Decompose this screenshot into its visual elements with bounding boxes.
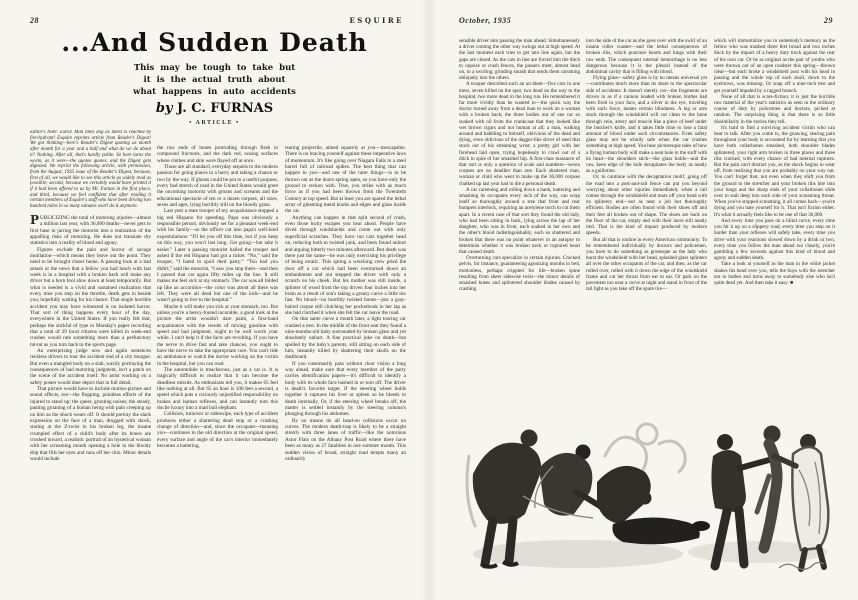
article-paragraph: A trooper described such an accident—five cars in one mess, seven killed on the spot, two dead on the way to the hospital, two more dead in the long run. He remembered it far more vividly than he wanted to—the quick way the doctor turned away from a dead man to work on a woman with a broken back; the three bodies out of one car so soaked with oil from the crankcase that they looked like wet brown cigars and not human at all; a man, walking around and babbling to himself, oblivious of the dead and dying, even oblivious of the dagger-like sliver of steel that stuck out of his streaming wrist; a pretty girl with her forehead laid open, trying hopelessly to crawl out of a ditch in spite of her smashed hip. A first-class massacre of that sort is only a question of scale and numbers—seven corpses are no deadlier than one. Each shattered man, woman or child who went to make up the 36,000 corpses chalked up last year had to die a personal death. bbox=[459, 81, 580, 187]
right-text-column-3 bbox=[714, 38, 835, 394]
article-paragraph: tearing projectile, aimed squarely at you—inescapable. There is no bracing yourself against these imperative laws of momentum. It's like going over Niagara Falls in a steel barrel full of railroad spikes. The best thing that can happen to you—and one of the rarer things—is to be thrown out as the doors spring open, so you have only the ground to reckon with. True, you strike with as much force as if you had been thrown from the Twentieth Century at top speed. But at least you are spared the lethal array of gleaming metal knobs and edges and glass inside the car. bbox=[285, 145, 406, 215]
editors-note: Editor's Note: Extra! Man bites dog as latest is reached by fire-hydrant! Esquire reprints article from Reader's Digest! We got thinking—here's Reader's Digest quoting us month after month for a year and a half and what do we do about it? Nothing. After all, that's hardly polite. So here turns the worm, as it were—the quotee quotes, and the Digest gets digested. We reprint the following article, with permission, from the August, 1935 issue of the Reader's Digest, because, first of all, we would like to see this article as widely read as possible; second, because we certainly would have printed it if it had been offered to us by Mr. Furnas in the first place, and third, because we feel confident that after reading it certain members of Esquire's staff who have been driving two hundred miles in so many minutes won't do it anymore. bbox=[30, 130, 151, 210]
right-page-header bbox=[459, 16, 833, 25]
prone-victim-figure bbox=[612, 517, 699, 544]
drop-cap: P bbox=[30, 212, 40, 227]
article-paragraph: By no means do all head-on collisions occur on curves. The modern death-trap is likely to be a straight stretch with three lanes of traffic—like the notorious Astor Flats on the Albany Post Road where there have been as many as 27 fatalities in one summer month. This sudden vision of broad, straight road tempts many an ordinarily bbox=[285, 417, 406, 462]
issue-date: October, 1935 bbox=[459, 16, 512, 25]
subtitle-line-3: what happens in auto accidents bbox=[133, 87, 296, 97]
magazine-name: ESQUIRE bbox=[349, 16, 404, 25]
article-tag: • ARTICLE • bbox=[189, 120, 240, 126]
article-paragraph: On that same curve a month later, a light touring car crashed a tree. In the middle of the front seat they found a nine-months-old baby surrounded by broken glass and yet absolutely unhurt. A fine practical joke on death—but spoiled by the baby's parents, still sitting on each side of him, instantly killed by shattering their skulls on the dashboard. bbox=[285, 316, 406, 361]
column-body bbox=[30, 212, 151, 462]
right-page bbox=[429, 0, 858, 600]
left-page-header bbox=[30, 16, 404, 25]
article-title: ...And Sudden Death bbox=[61, 28, 368, 57]
byline-author: J. C. FURNAS bbox=[177, 101, 274, 116]
article-paragraph: An enterprising judge now and again sentences reckless drivers to tour the accident end of a city morgue. But even a mangled body on a slab, waxily portraying the consequences of bad motoring judgment, isn't a patch on the scene of the accident itself. No artist working on a safety poster would dare depict that in full detail. bbox=[30, 348, 151, 386]
article-paragraph: The automobile is treacherous, just as a cat is. It is tragically difficult to realize that it can become the deadliest missile. As enthusiasts tell you, it makes 65 feel like nothing at all. But 65 an hour is 100 feet a second, a speed which puts a viciously unjustified responsibility on brakes and human reflexes, and can instantly turn this docile luxury into a mad bull elephant. bbox=[157, 367, 278, 412]
byline-by: by bbox=[155, 101, 173, 116]
article-paragraph: PUBLICIZING the total of motoring injuries—almost a million last year, with 36,000 deaths—never gets to first base in jarring the motorist into a realization of the appalling risks of motoring. He does not translate dry statistics into a reality of blood and agony. bbox=[30, 212, 151, 247]
article-paragraph: It's hard to find a surviving accident victim who can bear to talk. After you come to, the gnawing, searing pain throughout your body is accounted for by learning that you have both collarbones smashed, both shoulder blades splintered, your right arm broken in three places and three ribs cracked, with every chance of bad internal ruptures. But the pain can't distract you, as the shock begins to wear off, from realizing that you are probably on your way out. You can't forget that, not even when they shift you from the ground to the stretcher and your broken ribs bite into your lungs and the sharp ends of your collarbones slide over to stab deep into each side of your screaming throat. When you've stopped screaming, it all comes back—you're dying and you hate yourself for it. That isn't fiction either. It's what it actually feels like to be one of that 36,000. bbox=[714, 124, 835, 218]
right-text-column-1 bbox=[459, 38, 580, 394]
right-text-column-2 bbox=[586, 38, 707, 394]
article-paragraph: If you customarily pass without clear vision a long way ahead, make sure that every member of the party carries identification papers—it's difficult to identify a body with its whole face bashed in or torn off. The driver is death's favorite target. If the steering wheel holds together it ruptures his liver or spleen so he bleeds to death internally. Or, if the steering wheel breaks off, the matter is settled instantly by the steering column's plunging through his abdomen. bbox=[285, 360, 406, 418]
left-text-column-2 bbox=[157, 145, 278, 565]
accident-scene-illustration bbox=[463, 396, 835, 582]
article-paragraph: A car careening and rolling down a bank, battering and smashing its occupants every inch of the way, can wrap itself so thoroughly around a tree that front and rear bumpers interlock, requiring an acetylene torch to cut them apart. In a recent case of that sort they found the old lady, who had been sitting in back, lying across the lap of her daughter, who was in front, each soaked in her own and the other's blood indistinguishably, each so shattered and broken that there was no point whatever in an autopsy to determine whether it was broken neck or ruptured heart that caused death. bbox=[459, 186, 580, 255]
article-paragraph: Maybe it will make you sick at your stomach, too. But unless you're a heavy-footed incurable, a good look at the picture the artist wouldn't dare paint, a first-hand acquaintance with the results of mixing gasoline with speed and bad judgment, ought to be well worth your while. I can't help it if the facts are revolting. If you have the nerve to drive fast and take chances, you ought to have the nerve to take the appropriate cure. You can't ride an ambulance or watch the doctor working on the victim in the hospital, but you can read. bbox=[157, 303, 278, 367]
article-paragraph: Last year a state trooper of my acquaintance stopped a big red Hispano for speeding. Papa was obviously a responsible person, obviously set for a pleasant week-end with his family—so the officer cut into papa's well-bred expostulations: “I'll let you off this time, but if you keep on this way, you won't last long. Get going—but take it easier.” Later a passing motorist hailed the trooper and asked if the red Hispano had got a ticket. “No,” said the trooper, “I hated to spoil their party.” “Too bad you didn't,” said the motorist, “I saw you stop them—and then I passed that car again fifty miles up the line. It still makes me feel sick at my stomach. The car was all folded up like an accordion—the color was about all there was left. They were all dead but one of the kids—and he wasn't going to live to the hospital.” bbox=[157, 208, 278, 304]
article-paragraph: Those are all standard, everyday sequels to the modern passion for going places in a hurry and taking a chance or two by the way. If ghosts could be put to a useful purpose, every bad stretch of road in the United States would greet the oncoming motorist with groans and screams and the educational spectacle of ten or a dozen corpses, all sizes, sexes and ages, lying horribly still on the bloody grass. bbox=[157, 164, 278, 209]
article-paragraph: sensible driver into passing the man ahead. Simultaneously a driver coming the other way swings out at high speed. At the last moment each tries to get into line again, but the gaps are closed. As the cars in line are forced into the ditch to capsize or crash fences, the passers meet, almost head on, in a swirling, grinding smash that sends them caroming obliquely into the others. bbox=[459, 38, 580, 82]
subtitle-line-1: This may be tough to take but bbox=[133, 63, 296, 73]
left-text-column-3 bbox=[285, 145, 406, 565]
article-paragraph: which will immortalize you in somebody's memory as the fellow who was mashed three feet broad and two inches thick by the impact of a heavy duty truck against the rear of his own car. Or be as original as the pair of youths who were thrown out of an open roadster this spring—thrown clear—but each broke a windshield post with his head in passing and the whole top of each skull, down to the eyebrows, was missing. Or snap off a nine-inch tree and get yourself impaled by a ragged branch. bbox=[714, 38, 835, 94]
article-paragraph: into the side of the car as she goes over with the swirl of an insane roller coaster—and the lethal consequences of broken ribs, which puncture hearts and lungs with their raw ends. The consequent internal hemorrhage is no less dangerous because it is the pleural instead of the abdominal cavity that is filling with blood. bbox=[586, 38, 707, 76]
article-paragraph: Anything can happen in that split second of crash, even those lucky escapes you hear about. People have dived through windshields and come out with only superficial scratches. They have run cars together head on, reducing both to twisted junk, and been found unhurt and arguing bitterly two minutes afterward. But death was there just the same—he was only exercising his privilege of being erratic. This spring a wrecking crew pried the door off a car which had been overturned down an embankment and out stepped the driver with only a scratch on his cheek. But his mother was still inside, a splinter of wood from the top driven four inches into her brain as a result of son's taking a greasy curve a little too fast. No blood—no horribly twisted bones—just a gray-haired corpse still clutching her pocketbook in her lap as she had clutched it when she felt the car leave the road. bbox=[285, 214, 406, 316]
article-paragraph: Figures exclude the pain and horror of savage mutilation—which means they leave out the point. They need to be brought closer home. A passing look at a bad smash or the news that a fellow you had lunch with last week is in a hospital with a broken back will make any driver but a born fool slow down at least temporarily. But what is needed is a vivid and sustained realization that every time you step on the throttle, death gets in beside you, hopefully waiting for his chance. That single horrible accident you may have witnessed is no isolated horror. That sort of thing happens every hour of the day, everywhere in the United States. If you really felt that, perhaps the stickful of type in Monday's paper recording that a total of 29 local citizens were killed in week-end crashes would rate something more than a perfunctory tut-tut as you turn back to the sports page. bbox=[30, 246, 151, 348]
article-paragraph: None of all that is scare-fiction; it is just the horrible raw material of the year's statistics as seen in the ordinary course of duty by policemen and doctors, picked at random. The surprising thing is that there is so little dissimilarity in the stories they tell. bbox=[714, 93, 835, 125]
article-paragraph: Overturning cars specialize in certain injuries. Cracked pelvis, for instance, guaranteeing agonizing months in bed, motionless, perhaps crippled for life—broken spine resulting from sheer sidewise twist—the minor details of smashed knees and splintered shoulder blades caused by crashing bbox=[459, 255, 580, 293]
page-number-left: 28 bbox=[30, 16, 39, 25]
article-paragraph: Collision, turnover or sideswipe, each type of accident produces either a shattering dead stop or a crashing change of direction—and, since the occupant—meaning you—continues in the old direction at the original speed, every surface and angle of the car's interior immediately becomes a battering, bbox=[157, 411, 278, 450]
article-paragraph: And every time you pass on a blind curve, every time you hit it up on a slippery road, every time you step on it harder than your reflexes will safely take, every time you drive with your reactions slowed down by a drink or two, every time you follow the man ahead too closely, you're gambling a few seconds against this kind of blood and agony and sudden death. bbox=[714, 217, 835, 262]
article-paragraph: the raw ends of bones protruding through flesh in compound fractures, and the dark red, oozing surfaces where clothes and skin were flayed off at once. bbox=[157, 145, 278, 164]
article-paragraph: But all that is routine in every American community. To be remembered individually by doctors and policemen, you have to do something as grotesque as the lady who burst the windshield with her head, splashed glass splinters all over the other occupants of the car, and then, as the car rolled over, rolled with it down the edge of the windshield frame and cut her throat from ear to ear. Or park on the pavement too near a curve at night and stand in front of the tail light as you take off the spare tire— bbox=[586, 236, 707, 293]
left-text-column-1 bbox=[30, 130, 151, 564]
article-paragraph: Take a look at yourself as the man in the white jacket shakes his head over you, tells the boys with the stretcher not to bother and turns away to somebody else who isn't quite dead yet. And then take it easy. ■ bbox=[714, 261, 835, 286]
long-coat-figure bbox=[792, 447, 828, 550]
article-paragraph: That picture would have to include motion-picture and sound effects, too—the flopping, pointless efforts of the injured to stand up; the queer, grunting noises; the steady, panting groaning of a human being with pain creeping up on him as the shock wears off. It should portray the slack expression on the face of a man, drugged with shock, staring at the Z-twist in his broken leg, the insane crumpled effect of a child's body after its bones are crushed inward, a realistic portrait of an hysterical woman with her screaming mouth opening a hole in the bloody drip that fills her eyes and runs off her chin. Minor details would include bbox=[30, 386, 151, 462]
article-paragraph: Flying glass—safety glass is by no means universal yet—contributes much more than its share to the spectacular side of accidents. It doesn't merely cut—the fragments are driven in as if a cannon loaded with broken bottles had been fired in your face, and a sliver in the eye, traveling with such force, means certain blindness. A leg or arm stuck through the windshield will cut clean to the bone through vein, artery and muscle like a piece of beef under the butcher's knife, and it takes little time to lose a fatal amount of blood under such circumstances. Even safety glass may not be wholly safe when the car crashes something at high speed. You hear picturesque tales of how a flying human body will make a neat hole in the stuff with its head—the shoulders stick—the glass holds—and the raw, keen edge of the hole decapitates the body as neatly as a guillotine. bbox=[586, 75, 707, 175]
byline bbox=[0, 101, 429, 116]
subtitle-line-2: it is the actual truth about bbox=[143, 75, 286, 85]
article-paragraph: Or, to continue with the decapitation motif, going off the road into a post-and-rail fence can put you beyond worrying about other injuries immediately when a rail comes through the windshield and tears off your head with its splintery end—not as neat a job but thoroughly efficient. Bodies are often found with their shoes off and their feet all broken out of shape. The shoes are back on the floor of the car, empty and with their laces still neatly tied. That is the kind of impact produced by modern speeds. bbox=[586, 174, 707, 237]
article-subtitle bbox=[0, 62, 429, 98]
page-number-right: 29 bbox=[824, 16, 833, 25]
